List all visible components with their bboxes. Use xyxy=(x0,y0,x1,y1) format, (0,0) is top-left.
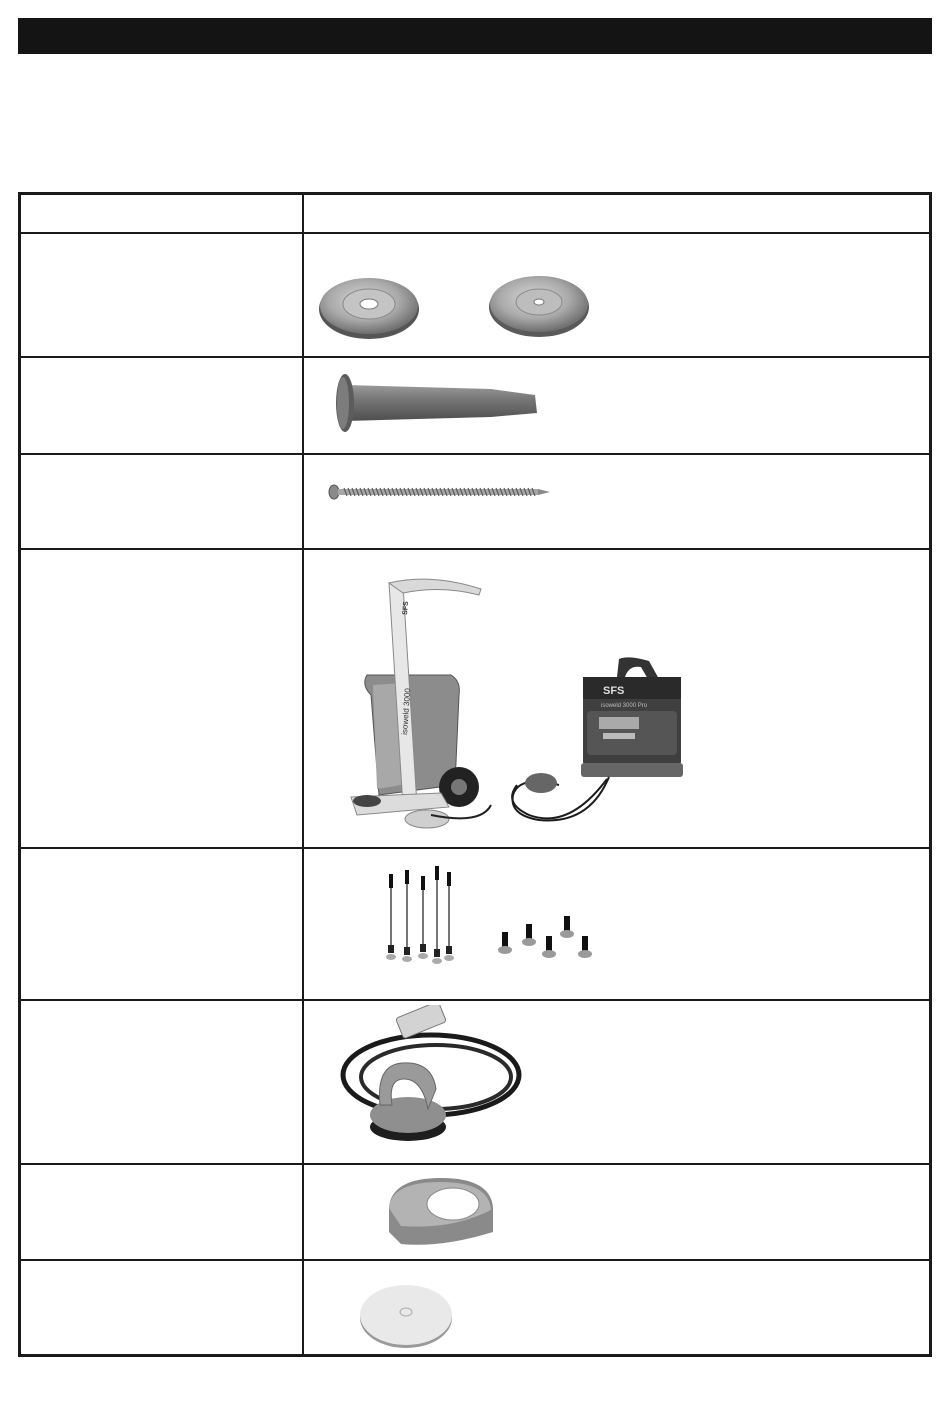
row-divider xyxy=(21,1259,929,1261)
tool-name-text: isoweld 3000 xyxy=(400,687,413,736)
centering-tool-illustration xyxy=(381,1170,501,1255)
white-disc-illustration xyxy=(356,1280,456,1350)
magnet-cap-5 xyxy=(578,936,592,958)
unit-logo-text: SFS xyxy=(603,685,625,697)
row-divider xyxy=(21,453,929,455)
magnet-cap-4 xyxy=(560,916,574,938)
magnet-pin-4 xyxy=(432,866,442,964)
cooling-magnet-illustration xyxy=(336,1005,546,1155)
control-unit-illustration xyxy=(499,655,689,830)
magnet-pin-1 xyxy=(386,874,396,960)
magnet-pin-2 xyxy=(402,870,412,962)
row-divider xyxy=(21,232,929,234)
magnet-pin-5 xyxy=(444,872,454,961)
header-bar xyxy=(18,18,932,54)
row-divider xyxy=(21,1163,929,1165)
washer-plates-illustration xyxy=(317,267,597,347)
column-divider xyxy=(302,195,304,1354)
magnet-cap-2 xyxy=(522,924,536,946)
induction-welder-illustration xyxy=(331,575,501,840)
row-divider xyxy=(21,548,929,550)
components-table xyxy=(18,192,932,1357)
washer-plate-2 xyxy=(489,276,589,337)
tool-logo-text: SFS xyxy=(402,601,410,616)
long-screw-illustration xyxy=(324,477,554,507)
magnet-pin-3 xyxy=(418,876,428,959)
row-divider xyxy=(21,999,929,1001)
tube-sleeve-illustration xyxy=(331,369,551,439)
magnet-pins-illustration xyxy=(351,860,611,980)
magnet-cap-3 xyxy=(542,936,556,958)
washer-plate-1 xyxy=(319,278,419,339)
row-divider xyxy=(21,356,929,358)
magnet-cap-1 xyxy=(498,932,512,954)
row-divider xyxy=(21,847,929,849)
unit-name-text: isoweld 3000 Pro xyxy=(601,703,648,709)
